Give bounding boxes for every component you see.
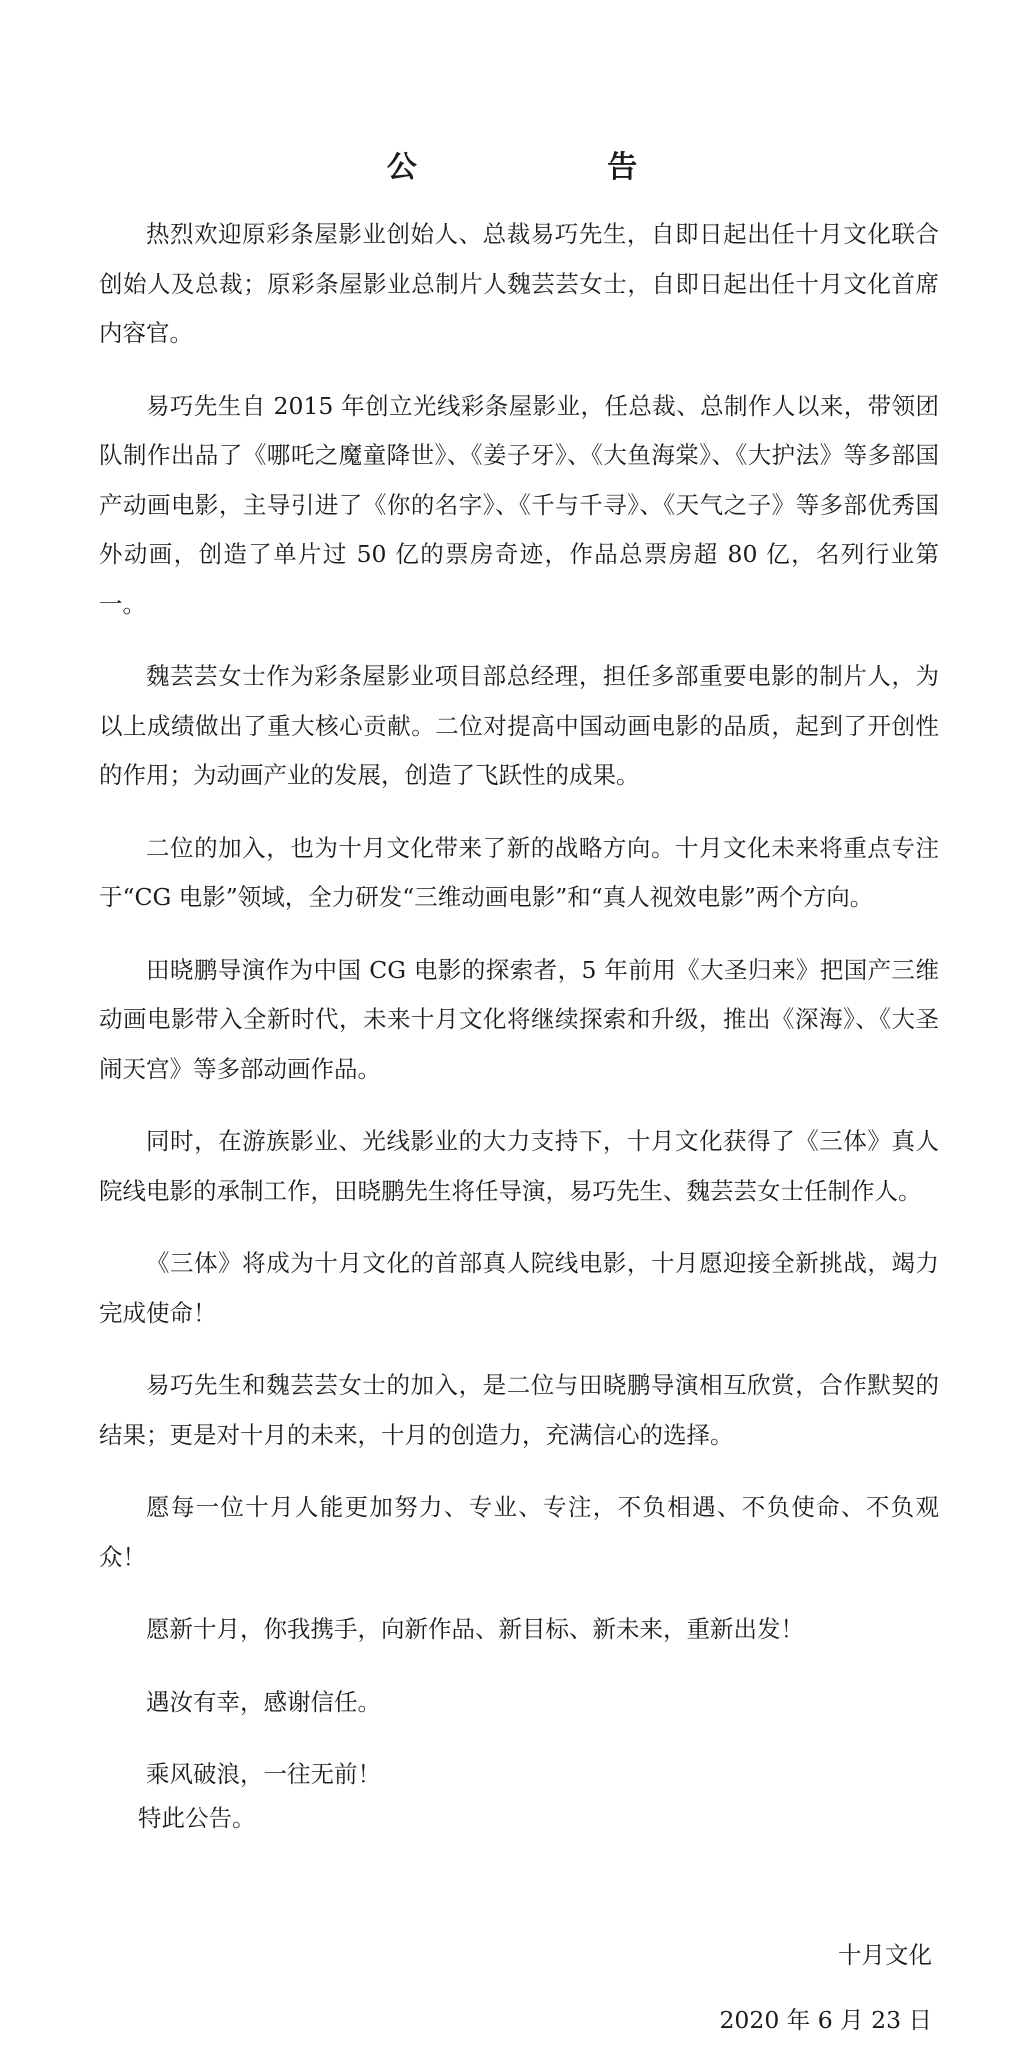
- paragraph-11: 遇汝有幸，感谢信任。: [146, 1687, 381, 1716]
- paragraph-5: 田晓鹏导演作为中国 CG 电影的探索者，5 年前用《大圣归来》把国产三维动画电影带入全新时代，未来十月文化将继续探索和升级，推出《深海》、《大圣闹天宫》等多部动画作品。: [99, 955, 939, 1083]
- paragraph-12: 乘风破浪，一往无前！: [146, 1760, 381, 1788]
- announcement-date: 2020 年 6 月 23 日: [719, 2006, 932, 2034]
- paragraph-2: 易巧先生自 2015 年创立光线彩条屋影业，任总裁、总制作人以来，带领团队制作出品了《哪吒之魔童降世》、《姜子牙》、《大鱼海棠》、《大护法》等多部国产动画电影，主导引进了《你的名字》、《千与千寻》、《天气之子》等多部优秀国外动画，创造了单片过 50 亿的票房奇迹，作品总票房超 80 亿，名列行业第一。: [99, 391, 939, 618]
- paragraph-4: 二位的加入，也为十月文化带来了新的战略方向。十月文化未来将重点专注于“CG 电影”领域，全力研发“三维动画电影”和“真人视效电影”两个方向。: [99, 833, 939, 911]
- signer-name: 十月文化: [838, 1941, 932, 1969]
- paragraph-10: 愿新十月，你我携手，向新作品、新目标、新未来，重新出发！: [146, 1615, 804, 1643]
- paragraph-1: 热烈欢迎原彩条屋影业创始人、总裁易巧先生，自即日起出任十月文化联合创始人及总裁；原彩条屋影业总制片人魏芸芸女士，自即日起出任十月文化首席内容官。: [99, 220, 939, 347]
- announcement-body: [99, 210, 939, 1823]
- paragraph-9: 愿每一位十月人能更加努力、专业、专注，不负相遇、不负使命、不负观众！: [99, 1493, 939, 1571]
- paragraph-6: 同时，在游族影业、光线影业的大力支持下，十月文化获得了《三体》真人院线电影的承制工作，田晓鹏先生将任导演，易巧先生、魏芸芸女士任制作人。: [99, 1127, 939, 1205]
- closing-statement: 特此公告。: [138, 1804, 256, 1832]
- announcement-title: 公 告: [386, 150, 728, 185]
- paragraph-7: 《三体》将成为十月文化的首部真人院线电影，十月愿迎接全新挑战，竭力完成使命！: [99, 1249, 939, 1327]
- paragraph-8: 易巧先生和魏芸芸女士的加入，是二位与田晓鹏导演相互欣赏，合作默契的结果；更是对十月的未来，十月的创造力，充满信心的选择。: [99, 1371, 939, 1449]
- paragraph-3: 魏芸芸女士作为彩条屋影业项目部总经理，担任多部重要电影的制片人，为以上成绩做出了重大核心贡献。二位对提高中国动画电影的品质，起到了开创性的作用；为动画产业的发展，创造了飞跃性的成果。: [99, 662, 939, 789]
